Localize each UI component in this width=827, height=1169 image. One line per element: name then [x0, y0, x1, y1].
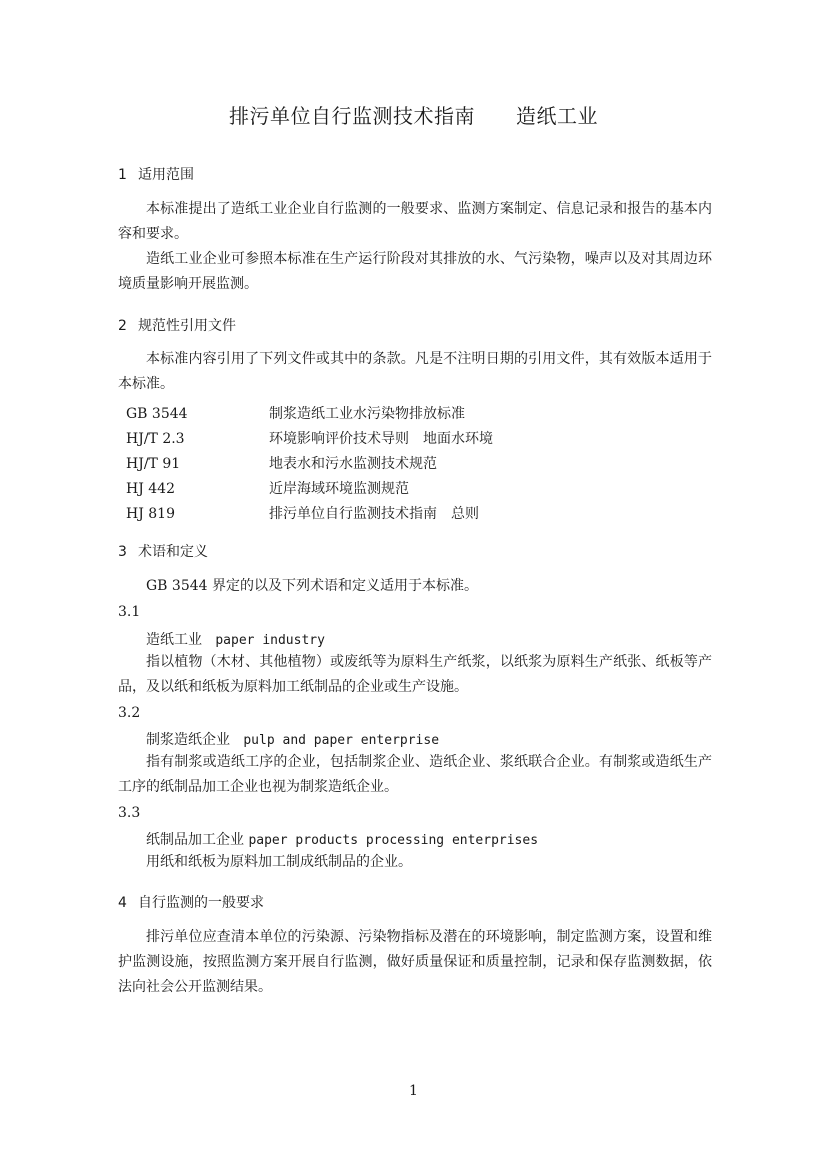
paragraph: 本标准提出了造纸工业企业自行监测的一般要求、监测方案制定、信息记录和报告的基本内容和要求。	[118, 201, 712, 242]
page-number: 1	[409, 1083, 418, 1099]
term-english: paper industry	[215, 633, 325, 648]
clause-number: 3.2	[118, 705, 141, 721]
reference-code: GB 3544	[126, 406, 188, 422]
section-title: 规范性引用文件	[138, 318, 236, 334]
section-number: 1	[118, 167, 127, 183]
reference-row	[126, 403, 465, 423]
term-english: pulp and paper enterprise	[243, 733, 440, 748]
reference-title: 排污单位自行监测技术指南 总则	[269, 506, 479, 522]
clause-number: 3.1	[118, 604, 141, 620]
term-chinese: 制浆造纸企业	[146, 732, 230, 748]
term-chinese: 造纸工业	[146, 632, 202, 648]
reference-code: HJ/T 2.3	[126, 431, 185, 447]
term-entry	[146, 829, 538, 849]
reference-row	[126, 503, 479, 523]
reference-code: HJ/T 91	[126, 456, 181, 472]
section-heading-1	[118, 164, 194, 184]
reference-row	[126, 478, 409, 498]
paragraph: 本标准内容引用了下列文件或其中的条款。凡是不注明日期的引用文件，其有效版本适用于本标准。	[118, 351, 712, 392]
section-number: 2	[118, 318, 127, 334]
reference-row	[126, 428, 493, 448]
clause-number: 3.3	[118, 805, 141, 821]
reference-row	[126, 453, 437, 473]
term-definition: 指以植物（木材、其他植物）或废纸等为原料生产纸浆，以纸浆为原料生产纸张、纸板等产品，及以纸和纸板为原料加工纸制品的企业或生产设施。	[118, 654, 712, 695]
term-entry	[146, 629, 325, 649]
section-title: 自行监测的一般要求	[138, 895, 264, 911]
reference-title: 制浆造纸工业水污染物排放标准	[269, 406, 465, 422]
reference-title: 地表水和污水监测技术规范	[269, 456, 437, 472]
term-entry	[146, 729, 439, 749]
reference-code: HJ 819	[126, 506, 175, 522]
term-definition: 指有制浆或造纸工序的企业，包括制浆企业、造纸企业、浆纸联合企业。有制浆或造纸生产工序的纸制品加工企业也视为制浆造纸企业。	[118, 754, 712, 795]
document-title: 排污单位自行监测技术指南 造纸工业	[229, 104, 598, 128]
term-english: paper products processing enterprises	[248, 833, 539, 848]
term-chinese: 纸制品加工企业	[146, 832, 244, 848]
reference-title: 近岸海域环境监测规范	[269, 481, 409, 497]
paragraph: 排污单位应查清本单位的污染源、污染物指标及潜在的环境影响，制定监测方案，设置和维护监测设施，按照监测方案开展自行监测，做好质量保证和质量控制，记录和保存监测数据，依法向社会公开监测结果。	[118, 929, 712, 995]
section-heading-4	[118, 892, 264, 912]
paragraph: 造纸工业企业可参照本标准在生产运行阶段对其排放的水、气污染物，噪声以及对其周边环境质量影响开展监测。	[118, 251, 712, 292]
section-heading-2	[118, 315, 236, 335]
term-definition: 用纸和纸板为原料加工制成纸制品的企业。	[146, 854, 412, 870]
reference-code: HJ 442	[126, 481, 175, 497]
section-number: 4	[118, 895, 127, 911]
section-number: 3	[118, 544, 127, 560]
section-title: 术语和定义	[138, 544, 208, 560]
section-title: 适用范围	[138, 167, 194, 183]
paragraph: GB 3544 界定的以及下列术语和定义适用于本标准。	[146, 578, 478, 594]
section-heading-3	[118, 541, 208, 561]
reference-title: 环境影响评价技术导则 地面水环境	[269, 431, 493, 447]
